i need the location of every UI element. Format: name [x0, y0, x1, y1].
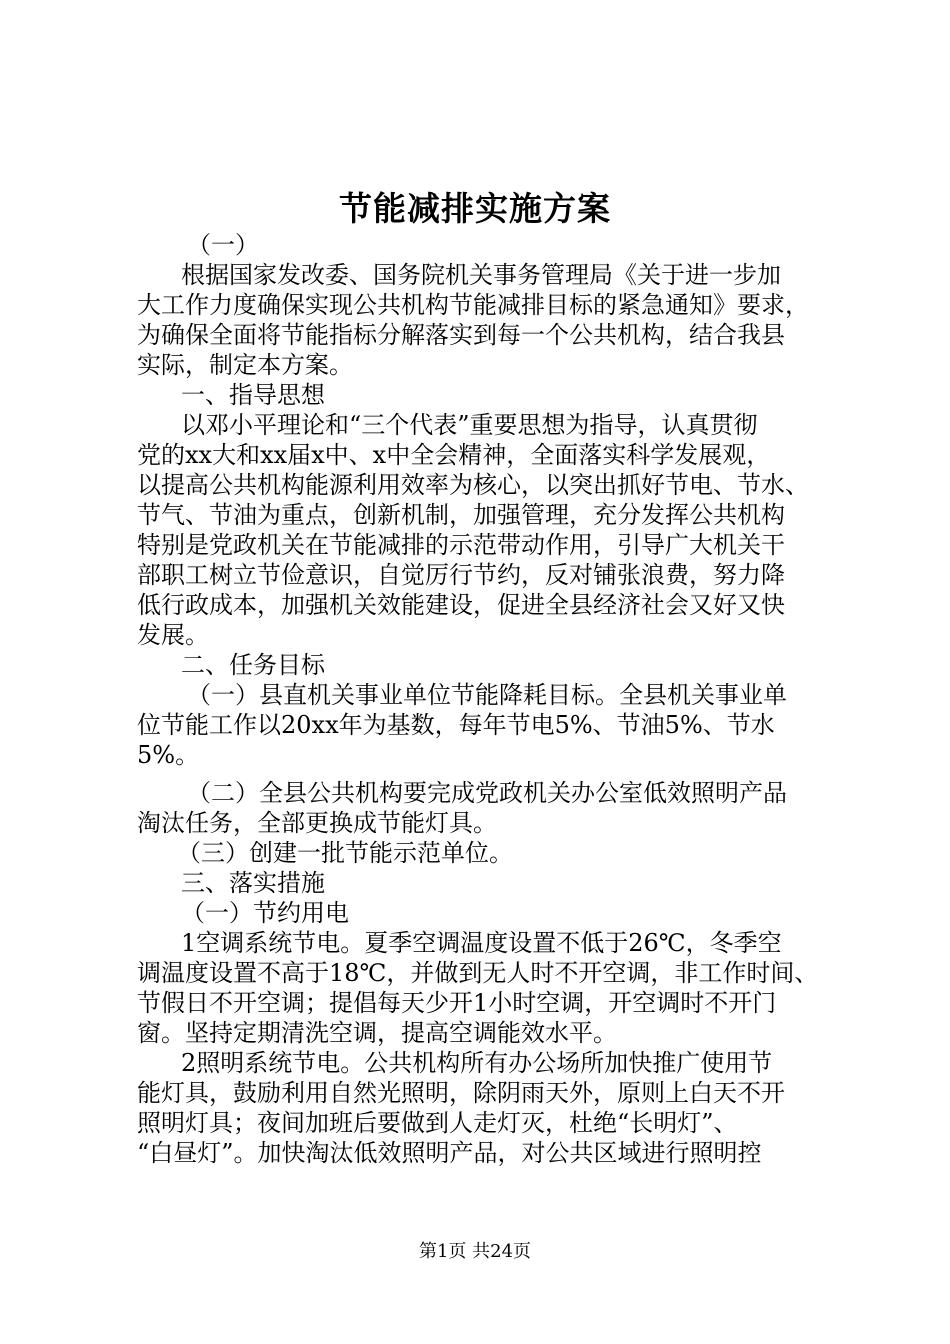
text-line: 节假日不开空调；提倡每天少开1小时空调，开空调时不开门: [137, 989, 777, 1017]
text-line: 2照明系统节电。公共机构所有办公场所加快推广使用节: [181, 1049, 773, 1077]
text-line: 节气、节油为重点，创新机制，加强管理，充分发挥公共机构: [137, 501, 785, 529]
document-title: 节能减排实施方案: [339, 189, 611, 228]
section-heading: 二、任务目标: [181, 651, 325, 679]
text-line: 为确保全面将节能指标分解落实到每一个公共机构，结合我县: [137, 321, 785, 349]
text-line: 位节能工作以20xx年为基数，每年节电5%、节油5%、节水: [137, 711, 775, 739]
text-line: “白昼灯”。加快淘汰低效照明产品，对公共区域进行照明控: [137, 1139, 762, 1167]
text-line: 以提高公共机构能源利用效率为核心，以突出抓好节电、节水、: [137, 471, 809, 499]
text-line: 5%。: [137, 741, 200, 769]
text-line: 照明灯具；夜间加班后要做到人走灯灭，杜绝“长明灯”、: [137, 1109, 738, 1137]
text-line: 1空调系统节电。夏季空调温度设置不低于26℃，冬季空: [181, 929, 782, 957]
text-line: 窗。坚持定期清洗空调，提高空调能效水平。: [137, 1019, 617, 1047]
section-number: （一）: [187, 231, 259, 259]
text-line: （三）创建一批节能示范单位。: [177, 839, 513, 867]
section-heading: 三、落实措施: [181, 869, 325, 897]
section-heading: 一、指导思想: [181, 381, 325, 409]
text-line: 实际，制定本方案。: [137, 351, 353, 379]
text-line: 以邓小平理论和“三个代表”重要思想为指导，认真贯彻: [181, 411, 758, 439]
text-line: （一）县直机关事业单位节能降耗目标。全县机关事业单: [187, 681, 787, 709]
subsection-heading: （一）节约用电: [181, 899, 349, 927]
text-line: 发展。: [137, 621, 209, 649]
text-line: 能灯具，鼓励利用自然光照明，除阴雨天外，原则上白天不开: [137, 1079, 785, 1107]
text-line: 低行政成本，加强机关效能建设，促进全县经济社会又好又快: [137, 591, 785, 619]
text-line: 根据国家发改委、国务院机关事务管理局《关于进一步加: [181, 261, 781, 289]
document-body: [137, 230, 837, 1168]
text-line: 大工作力度确保实现公共机构节能减排目标的紧急通知》要求，: [137, 291, 809, 319]
text-line: 部职工树立节俭意识，自觉厉行节约，反对铺张浪费，努力降: [137, 561, 785, 589]
text-line: （二）全县公共机构要完成党政机关办公室低效照明产品: [187, 779, 787, 807]
text-line: 党的xx大和xx届x中、x中全会精神，全面落实科学发展观，: [137, 441, 771, 469]
page-footer: 第1页 共24页: [418, 1241, 532, 1262]
text-line: 淘汰任务，全部更换成节能灯具。: [137, 809, 497, 837]
text-line: 特别是党政机关在节能减排的示范带动作用，引导广大机关干: [137, 531, 785, 559]
text-line: 调温度设置不高于18℃，并做到无人时不开空调，非工作时间、: [137, 959, 819, 987]
